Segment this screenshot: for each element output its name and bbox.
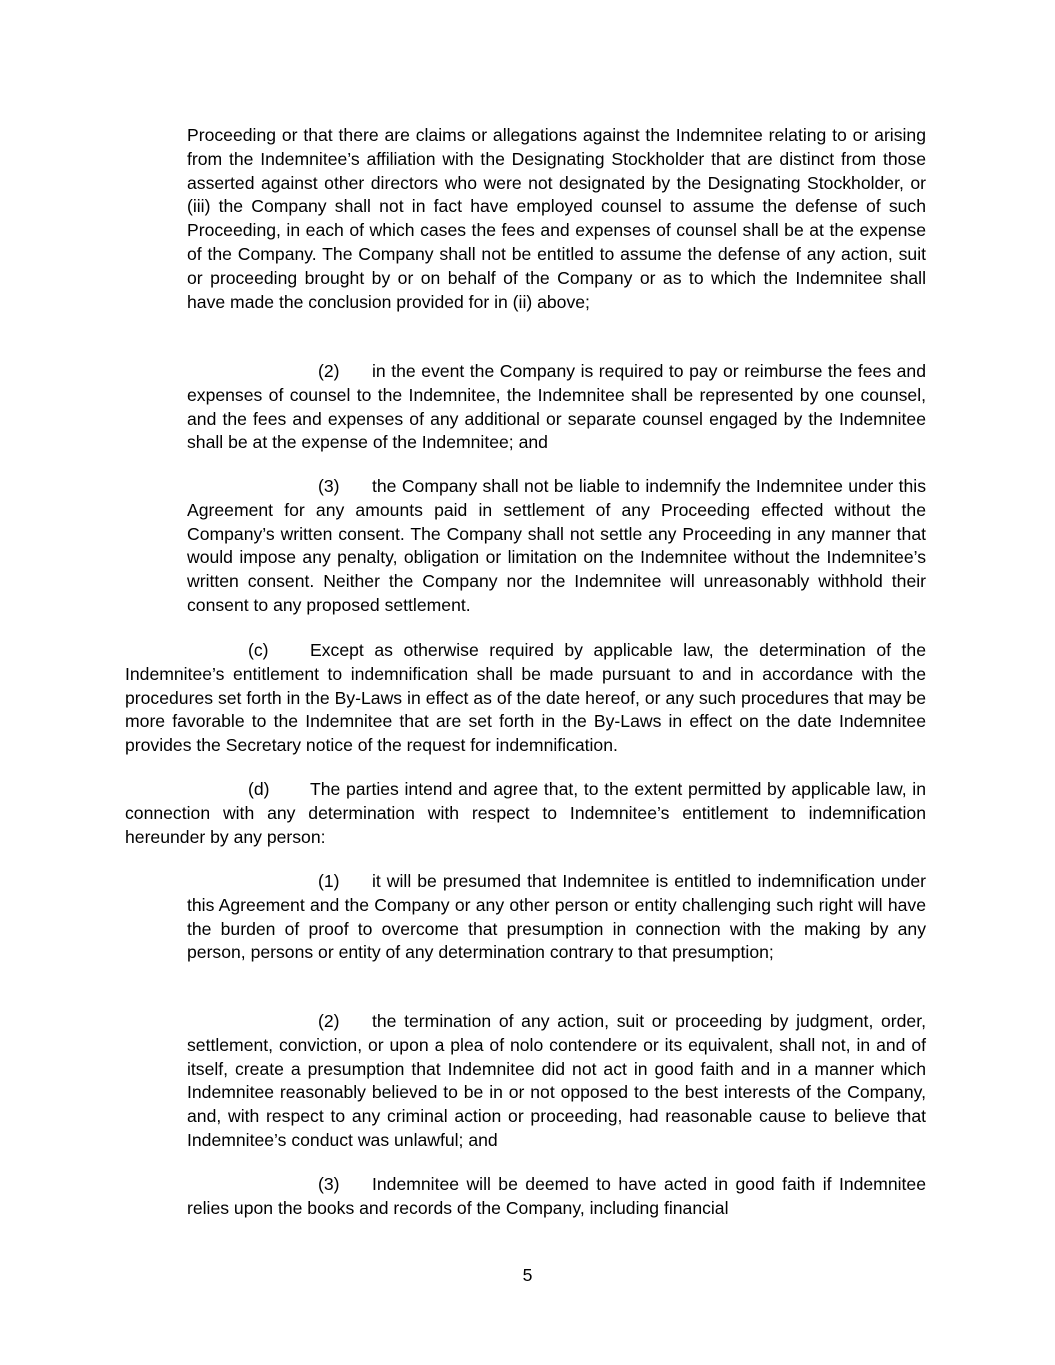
- paragraph-text: The parties intend and agree that, to the extent permitted by applicable law, in connection with any determination with respect to Indemnitee’s entitlement to indemnification hereunder by any person:: [125, 779, 926, 847]
- paragraph-c: [125, 639, 926, 758]
- paragraph-number: (2): [318, 1011, 340, 1031]
- paragraph-b-2: [187, 360, 926, 455]
- paragraph-d-3: [187, 1173, 926, 1221]
- paragraph-text: in the event the Company is required to pay or reimburse the fees and expenses of counsel to the Indemnitee, the Indemnitee shall be represented by one counsel, and the fees and expenses of any additional or separate counsel engaged by the Indemnitee shall be at the expense of the Indemnitee; and: [187, 361, 926, 453]
- paragraph-d-1: [187, 870, 926, 965]
- paragraph-continuation: [187, 124, 926, 314]
- paragraph-d: [125, 778, 926, 849]
- paragraph-text: Proceeding or that there are claims or allegations against the Indemnitee relating to or arising from the Indemnitee’s affiliation with the Designating Stockholder that are distinct from those asserted against other directors who were not designated by the Designating Stockholder, or (iii) the Company shall not in fact have employed counsel to assume the defense of such Proceeding, in each of which cases the fees and expenses of counsel shall be at the expense of the Company. The Company shall not be entitled to assume the defense of any action, suit or proceeding brought by or on behalf of the Company or as to which the Indemnitee shall have made the conclusion provided for in (ii) above;: [187, 125, 926, 312]
- paragraph-number: (2): [318, 361, 340, 381]
- paragraph-number: (3): [318, 476, 340, 496]
- paragraph-d-2: [187, 1010, 926, 1153]
- page-number: 5: [522, 1265, 533, 1285]
- paragraph-number: (1): [318, 871, 340, 891]
- paragraph-number: (c): [248, 640, 269, 660]
- paragraph-text: Except as otherwise required by applicable law, the determination of the Indemnitee’s entitlement to indemnification shall be made pursuant to and in accordance with the procedures set forth in the By-Laws in effect as of the date hereof, or any such procedures that may be more favorable to the Indemnitee that are set forth in the By-Laws in effect on the date Indemnitee provides the Secretary notice of the request for indemnification.: [125, 640, 926, 756]
- paragraph-number: (d): [248, 779, 270, 799]
- paragraph-text: it will be presumed that Indemnitee is entitled to indemnification under this Agreement and the Company or any other person or entity challenging such right will have the burden of proof to overcome that presumption in connection with the making by any person, persons or entity of any determination contrary to that presumption;: [187, 871, 926, 963]
- paragraph-b-3: [187, 475, 926, 618]
- paragraph-number: (3): [318, 1174, 340, 1194]
- paragraph-text: the termination of any action, suit or proceeding by judgment, order, settlement, conviction, or upon a plea of nolo contendere or its equivalent, shall not, in and of itself, create a presumption that Indemnitee did not act in good faith and in a manner which Indemnitee reasonably believed to be in or not opposed to the best interests of the Company, and, with respect to any criminal action or proceeding, had reasonable cause to believe that Indemnitee’s conduct was unlawful; and: [187, 1011, 926, 1150]
- paragraph-text: Indemnitee will be deemed to have acted in good faith if Indemnitee relies upon the books and records of the Company, including financial: [187, 1174, 926, 1218]
- paragraph-text: the Company shall not be liable to indemnify the Indemnitee under this Agreement for any amounts paid in settlement of any Proceeding effected without the Company’s written consent. The Company shall not settle any Proceeding in any manner that would impose any penalty, obligation or limitation on the Indemnitee without the Indemnitee’s written consent. Neither the Company nor the Indemnitee will unreasonably withhold their consent to any proposed settlement.: [187, 476, 926, 615]
